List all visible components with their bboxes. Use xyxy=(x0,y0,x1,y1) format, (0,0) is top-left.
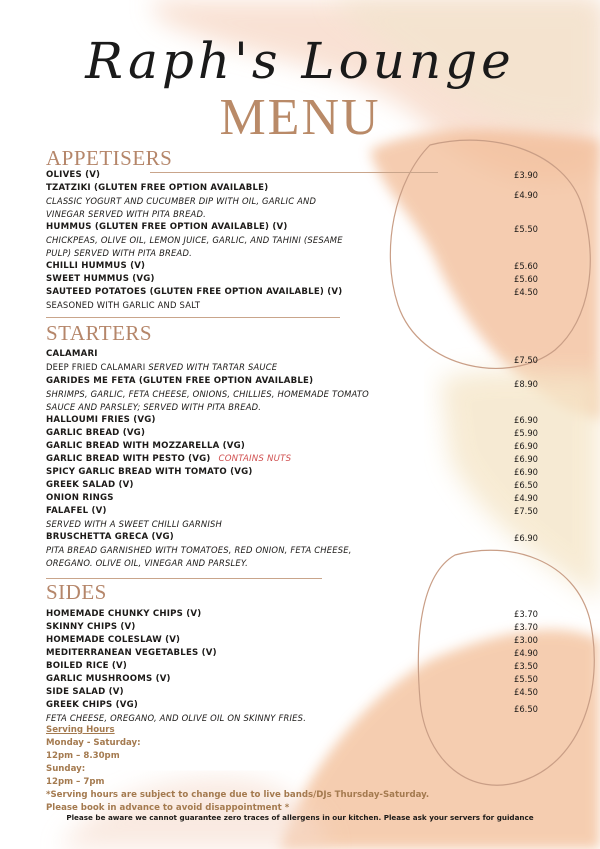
item-price: £6.90 xyxy=(514,467,538,477)
item-name: MEDITERRANEAN VEGETABLES (V) xyxy=(46,648,217,658)
item-name: GREEK SALAD (V) xyxy=(46,480,134,490)
serving-hours-title: Serving Hours xyxy=(46,725,115,735)
menu-item xyxy=(46,622,546,635)
item-name: HUMMUS (GLUTEN FREE OPTION AVAILABLE) (V) xyxy=(46,222,288,232)
item-name: OLIVES (V) xyxy=(46,170,101,180)
item-name: HALLOUMI FRIES (VG) xyxy=(46,415,156,425)
item-name: SPICY GARLIC BREAD WITH TOMATO (VG) xyxy=(46,467,253,477)
item-price: £3.70 xyxy=(514,622,538,632)
menu-item xyxy=(46,648,546,661)
item-name: GARLIC BREAD WITH MOZZARELLA (VG) xyxy=(46,441,246,451)
menu-item xyxy=(46,454,546,467)
item-price: £6.50 xyxy=(514,704,538,714)
allergen-footer: Please be aware we cannot guarantee zero traces of allergens in our kitchen. Please ask your servers for guidance xyxy=(66,813,534,822)
menu-item xyxy=(46,261,546,274)
serving-change-note: *Serving hours are subject to change due to live bands/DJs Thursday-Saturday. xyxy=(46,790,430,800)
item-price: £3.00 xyxy=(514,635,538,645)
item-price: £4.90 xyxy=(514,648,538,658)
item-price: £6.90 xyxy=(514,533,538,543)
item-name: HOMEMADE COLESLAW (V) xyxy=(46,635,181,645)
item-price: £6.90 xyxy=(514,441,538,451)
item-price: £3.90 xyxy=(514,170,538,180)
menu-item xyxy=(46,441,546,454)
menu-item xyxy=(46,609,546,622)
section-heading-sides: SIDES xyxy=(46,580,107,604)
item-description: PITA BREAD GARNISHED WITH TOMATOES, RED ONION, FETA CHEESE, OREGANO. OLIVE OIL, VINEGAR AND PARSLEY. xyxy=(46,545,352,568)
menu-item xyxy=(46,493,546,506)
item-price: £5.90 xyxy=(514,428,538,438)
item-name: GARLIC MUSHROOMS (V) xyxy=(46,674,171,684)
serving-days-weekday: Monday - Saturday: xyxy=(46,738,141,748)
item-price: £8.90 xyxy=(514,379,538,389)
item-price: £4.90 xyxy=(514,493,538,503)
item-price: £6.90 xyxy=(514,454,538,464)
item-description: FETA CHEESE, OREGANO, AND OLIVE OIL ON SKINNY FRIES. xyxy=(46,713,307,723)
menu-item xyxy=(46,415,546,428)
item-price: £6.90 xyxy=(514,415,538,425)
item-name: TZATZIKI (GLUTEN FREE OPTION AVAILABLE) xyxy=(46,183,269,193)
divider xyxy=(46,317,340,318)
item-name: SAUTEED POTATOES (GLUTEN FREE OPTION AVAILABLE) (V) xyxy=(46,287,343,297)
item-price: £7.50 xyxy=(514,355,538,365)
item-price: £3.70 xyxy=(514,609,538,619)
menu-item xyxy=(46,635,546,648)
item-name: GARLIC BREAD WITH PESTO (VG) xyxy=(46,454,211,464)
menu-item xyxy=(46,480,546,493)
menu-item xyxy=(46,428,546,441)
item-name: BOILED RICE (V) xyxy=(46,661,128,671)
divider xyxy=(46,578,322,579)
section-heading-appetisers: APPETISERS xyxy=(46,146,173,170)
item-name: FALAFEL (V) xyxy=(46,506,107,516)
item-name: BRUSCHETTA GRECA (VG) xyxy=(46,532,174,542)
menu-item xyxy=(46,687,546,700)
menu-item xyxy=(46,274,546,287)
item-name: HOMEMADE CHUNKY CHIPS (V) xyxy=(46,609,202,619)
item-price: £4.50 xyxy=(514,287,538,297)
item-price: £5.60 xyxy=(514,274,538,284)
item-name: SKINNY CHIPS (V) xyxy=(46,622,136,632)
item-description: DEEP FRIED CALAMARI SERVED WITH TARTAR SAUCE xyxy=(46,362,278,372)
item-description: SHRIMPS, GARLIC, FETA CHEESE, ONIONS, CHILLIES, HOMEMADE TOMATO SAUCE AND PARSLEY; SERVED WITH PITA BREAD. xyxy=(46,389,369,412)
item-name: GARIDES ME FETA (GLUTEN FREE OPTION AVAILABLE) xyxy=(46,376,314,386)
item-name: SIDE SALAD (V) xyxy=(46,687,124,697)
item-price: £3.50 xyxy=(514,661,538,671)
section-heading-starters: STARTERS xyxy=(46,321,153,345)
item-description: SERVED WITH A SWEET CHILLI GARNISH xyxy=(46,519,223,529)
item-name: CHILLI HUMMUS (V) xyxy=(46,261,146,271)
serving-hours-weekday: 12pm – 8.30pm xyxy=(46,751,120,761)
item-description: CHICKPEAS, OLIVE OIL, LEMON JUICE, GARLIC, AND TAHINI (SESAME PULP) SERVED WITH PITA BREAD. xyxy=(46,235,343,258)
item-price: £7.50 xyxy=(514,506,538,516)
serving-hours-sunday: 12pm – 7pm xyxy=(46,777,105,787)
menu-item xyxy=(46,467,546,480)
item-name: CALAMARI xyxy=(46,349,98,359)
item-description: CLASSIC YOGURT AND CUCUMBER DIP WITH OIL, GARLIC AND VINEGAR SERVED WITH PITA BREAD. xyxy=(46,196,317,219)
restaurant-name: Raph's Lounge xyxy=(85,32,515,90)
serving-days-sunday: Sunday: xyxy=(46,764,86,774)
item-price: £5.50 xyxy=(514,674,538,684)
booking-note: Please book in advance to avoid disappointment * xyxy=(46,803,290,813)
item-name: GREEK CHIPS (VG) xyxy=(46,700,138,710)
menu-item xyxy=(46,170,546,183)
menu-item xyxy=(46,661,546,674)
item-price: £4.50 xyxy=(514,687,538,697)
item-name: GARLIC BREAD (VG) xyxy=(46,428,146,438)
item-description: SEASONED WITH GARLIC AND SALT xyxy=(46,300,201,310)
item-price: £5.60 xyxy=(514,261,538,271)
item-name: SWEET HUMMUS (VG) xyxy=(46,274,155,284)
item-price: £5.50 xyxy=(514,224,538,234)
item-price: £4.90 xyxy=(514,190,538,200)
allergen-note: CONTAINS NUTS xyxy=(218,454,292,464)
item-name: ONION RINGS xyxy=(46,493,114,503)
menu-item xyxy=(46,674,546,687)
menu-title: MENU xyxy=(219,89,381,146)
item-price: £6.50 xyxy=(514,480,538,490)
